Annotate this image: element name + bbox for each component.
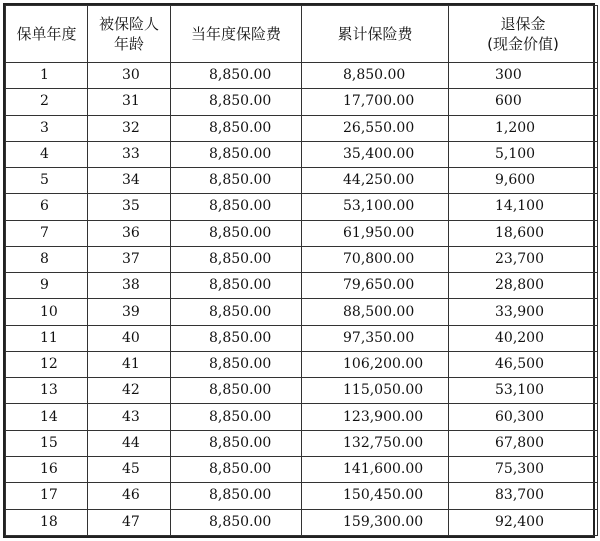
cell-annual-premium: 8,850.00	[171, 325, 302, 351]
cell-insured-age: 45	[88, 456, 171, 482]
cell-insured-age: 32	[88, 115, 171, 141]
cell-policy-year: 3	[6, 115, 88, 141]
cell-annual-premium: 8,850.00	[171, 351, 302, 377]
cell-policy-year: 11	[6, 325, 88, 351]
table-row	[6, 141, 598, 167]
header-policy-year	[6, 6, 88, 63]
cell-cumulative-premium: 141,600.00	[302, 456, 449, 482]
cell-insured-age: 46	[88, 483, 171, 509]
cell-insured-age: 44	[88, 430, 171, 456]
cell-annual-premium: 8,850.00	[171, 246, 302, 272]
header-annual-premium	[171, 6, 302, 63]
table-row	[6, 246, 598, 272]
table-row	[6, 299, 598, 325]
cell-cumulative-premium: 53,100.00	[302, 194, 449, 220]
cell-policy-year: 2	[6, 89, 88, 115]
cell-insured-age: 47	[88, 509, 171, 535]
cell-cumulative-premium: 123,900.00	[302, 404, 449, 430]
cell-policy-year: 10	[6, 299, 88, 325]
cell-surrender-value: 1,200	[449, 115, 598, 141]
cell-policy-year: 5	[6, 168, 88, 194]
cell-policy-year: 16	[6, 456, 88, 482]
cell-surrender-value: 9,600	[449, 168, 598, 194]
header-insured-age-line2: 年龄	[113, 35, 144, 53]
cell-annual-premium: 8,850.00	[171, 194, 302, 220]
cell-surrender-value: 600	[449, 89, 598, 115]
cell-policy-year: 9	[6, 273, 88, 299]
header-surrender-value	[449, 6, 598, 63]
cell-annual-premium: 8,850.00	[171, 220, 302, 246]
cell-cumulative-premium: 61,950.00	[302, 220, 449, 246]
cell-insured-age: 38	[88, 273, 171, 299]
cell-cumulative-premium: 70,800.00	[302, 246, 449, 272]
cell-cumulative-premium: 159,300.00	[302, 509, 449, 535]
cell-cumulative-premium: 26,550.00	[302, 115, 449, 141]
table-row	[6, 325, 598, 351]
cell-annual-premium: 8,850.00	[171, 168, 302, 194]
cell-policy-year: 1	[6, 63, 88, 89]
cell-surrender-value: 60,300	[449, 404, 598, 430]
table-row	[6, 509, 598, 535]
cell-surrender-value: 5,100	[449, 141, 598, 167]
cell-policy-year: 18	[6, 509, 88, 535]
table-row	[6, 483, 598, 509]
cell-insured-age: 39	[88, 299, 171, 325]
cell-insured-age: 35	[88, 194, 171, 220]
header-insured-age	[88, 6, 171, 63]
cell-annual-premium: 8,850.00	[171, 456, 302, 482]
cell-cumulative-premium: 106,200.00	[302, 351, 449, 377]
table-row	[6, 430, 598, 456]
cell-cumulative-premium: 132,750.00	[302, 430, 449, 456]
cell-surrender-value: 83,700	[449, 483, 598, 509]
cell-insured-age: 40	[88, 325, 171, 351]
cell-policy-year: 13	[6, 378, 88, 404]
table-row	[6, 194, 598, 220]
table-row	[6, 456, 598, 482]
policy-value-table	[5, 5, 598, 536]
cell-policy-year: 12	[6, 351, 88, 377]
cell-annual-premium: 8,850.00	[171, 378, 302, 404]
cell-cumulative-premium: 44,250.00	[302, 168, 449, 194]
table-row	[6, 115, 598, 141]
cell-insured-age: 30	[88, 63, 171, 89]
policy-value-table-frame	[3, 3, 595, 538]
header-row	[6, 6, 598, 63]
cell-surrender-value: 75,300	[449, 456, 598, 482]
cell-cumulative-premium: 8,850.00	[302, 63, 449, 89]
cell-insured-age: 37	[88, 246, 171, 272]
cell-cumulative-premium: 79,650.00	[302, 273, 449, 299]
cell-surrender-value: 18,600	[449, 220, 598, 246]
cell-surrender-value: 53,100	[449, 378, 598, 404]
cell-policy-year: 17	[6, 483, 88, 509]
cell-insured-age: 36	[88, 220, 171, 246]
cell-surrender-value: 46,500	[449, 351, 598, 377]
table-row	[6, 378, 598, 404]
table-header	[6, 6, 598, 63]
cell-annual-premium: 8,850.00	[171, 273, 302, 299]
header-annual-premium-label: 当年度保险费	[190, 25, 281, 43]
cell-annual-premium: 8,850.00	[171, 509, 302, 535]
cell-cumulative-premium: 88,500.00	[302, 299, 449, 325]
cell-cumulative-premium: 115,050.00	[302, 378, 449, 404]
header-insured-age-line1: 被保险人	[98, 15, 159, 33]
cell-cumulative-premium: 150,450.00	[302, 483, 449, 509]
cell-surrender-value: 23,700	[449, 246, 598, 272]
cell-annual-premium: 8,850.00	[171, 89, 302, 115]
cell-annual-premium: 8,850.00	[171, 115, 302, 141]
cell-annual-premium: 8,850.00	[171, 299, 302, 325]
cell-annual-premium: 8,850.00	[171, 430, 302, 456]
cell-annual-premium: 8,850.00	[171, 63, 302, 89]
cell-cumulative-premium: 35,400.00	[302, 141, 449, 167]
cell-surrender-value: 92,400	[449, 509, 598, 535]
cell-surrender-value: 33,900	[449, 299, 598, 325]
cell-policy-year: 4	[6, 141, 88, 167]
cell-surrender-value: 28,800	[449, 273, 598, 299]
header-cumulative-premium-label: 累计保险费	[337, 25, 413, 43]
cell-policy-year: 7	[6, 220, 88, 246]
cell-insured-age: 42	[88, 378, 171, 404]
header-policy-year-label: 保单年度	[16, 25, 77, 43]
cell-insured-age: 41	[88, 351, 171, 377]
table-row	[6, 89, 598, 115]
table-row	[6, 351, 598, 377]
cell-insured-age: 43	[88, 404, 171, 430]
table-row	[6, 63, 598, 89]
table-row	[6, 273, 598, 299]
header-surrender-value-line2: (现金价值)	[487, 35, 559, 53]
cell-surrender-value: 300	[449, 63, 598, 89]
table-row	[6, 404, 598, 430]
cell-surrender-value: 14,100	[449, 194, 598, 220]
cell-policy-year: 6	[6, 194, 88, 220]
cell-cumulative-premium: 17,700.00	[302, 89, 449, 115]
header-surrender-value-line1: 退保金	[500, 15, 546, 33]
cell-surrender-value: 40,200	[449, 325, 598, 351]
table-body	[6, 63, 598, 536]
cell-insured-age: 31	[88, 89, 171, 115]
cell-cumulative-premium: 97,350.00	[302, 325, 449, 351]
table-row	[6, 168, 598, 194]
header-cumulative-premium	[302, 6, 449, 63]
cell-insured-age: 33	[88, 141, 171, 167]
cell-annual-premium: 8,850.00	[171, 483, 302, 509]
cell-policy-year: 14	[6, 404, 88, 430]
table-row	[6, 220, 598, 246]
cell-policy-year: 8	[6, 246, 88, 272]
cell-insured-age: 34	[88, 168, 171, 194]
cell-annual-premium: 8,850.00	[171, 141, 302, 167]
cell-surrender-value: 67,800	[449, 430, 598, 456]
cell-policy-year: 15	[6, 430, 88, 456]
cell-annual-premium: 8,850.00	[171, 404, 302, 430]
